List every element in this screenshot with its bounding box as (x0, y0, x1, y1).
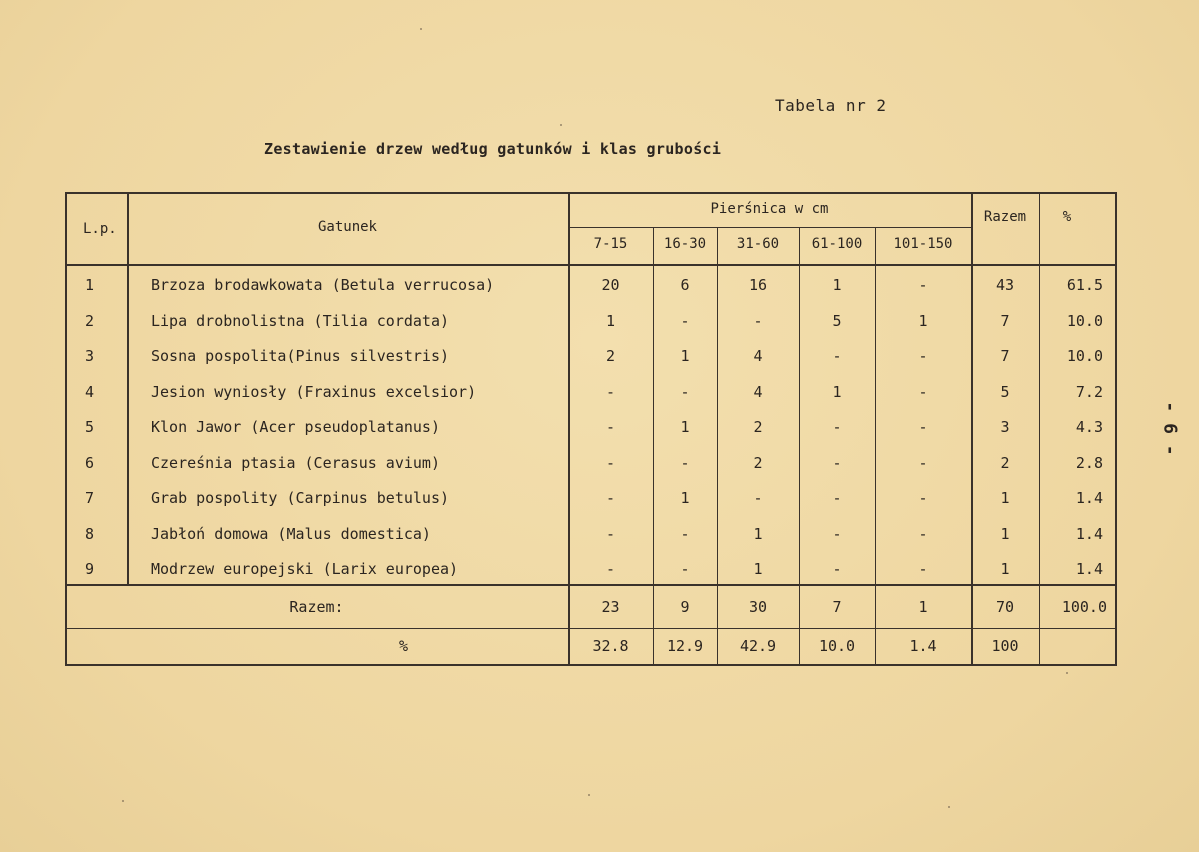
row-lp: 4 (85, 382, 95, 401)
row-lp: 7 (85, 489, 95, 507)
header-class-16-30: 16-30 (663, 236, 707, 252)
row-species: Lipa drobnolistna (Tilia cordata) (151, 311, 450, 330)
row-value: - (832, 347, 842, 365)
row-lp: 5 (85, 418, 95, 436)
row-value: 1 (832, 382, 842, 401)
row-value: - (753, 311, 763, 330)
row-value: - (680, 453, 690, 472)
row-percent: 10.0 (1066, 347, 1103, 365)
row-value: - (832, 524, 842, 543)
page-number: - 6 - (1159, 401, 1181, 456)
summary-percent-value: 10.0 (818, 636, 856, 655)
row-percent: 1.4 (1075, 489, 1103, 507)
row-value: - (832, 560, 842, 578)
row-value: - (832, 489, 842, 507)
row-lp: 2 (85, 311, 95, 330)
header-lp: L.p. (83, 221, 117, 237)
row-total: 3 (1000, 418, 1010, 436)
row-lp: 1 (85, 276, 95, 294)
summary-total-value: 7 (832, 597, 842, 616)
row-value: 1 (918, 311, 928, 330)
row-value: 1 (680, 489, 690, 507)
row-value: 1 (753, 560, 763, 578)
row-value: 6 (680, 276, 690, 294)
summary-total-value: 23 (601, 597, 620, 616)
species-table (65, 192, 1115, 672)
lp-column-rule (127, 192, 129, 584)
row-value: - (753, 489, 763, 507)
row-percent: 4.3 (1075, 418, 1103, 436)
summary-total-value: 30 (748, 597, 768, 616)
row-species: Grab pospolity (Carpinus betulus) (151, 489, 450, 507)
paper-speck (420, 28, 422, 30)
summary-percent-value: 32.8 (592, 636, 629, 655)
row-value: - (918, 382, 928, 401)
header-diameter: Pierśnica w cm (710, 201, 829, 217)
paper-speck (122, 800, 124, 802)
row-value: - (605, 489, 616, 507)
header-class-101-150: 101-150 (893, 236, 953, 252)
row-value: 5 (832, 311, 842, 330)
header-total: Razem (983, 209, 1027, 225)
row-value: - (680, 560, 690, 578)
summary-total-value: 1 (918, 597, 928, 616)
row-species: Brzoza brodawkowata (Betula verrucosa) (151, 276, 495, 294)
summary-percent-value: 12.9 (666, 636, 704, 655)
row-value: - (605, 453, 616, 472)
paper-speck (1066, 672, 1068, 674)
row-value: 20 (601, 276, 620, 294)
row-percent: 7.2 (1075, 382, 1103, 401)
row-value: - (605, 560, 616, 578)
table-top-rule (65, 192, 1115, 194)
summary-percent-value: 1.4 (909, 636, 937, 655)
row-value: - (918, 347, 928, 365)
row-total: 1 (1000, 524, 1010, 543)
row-value: - (918, 560, 928, 578)
header-class-31-60: 31-60 (736, 236, 780, 252)
summary-total-label: Razem: (289, 597, 344, 616)
row-value: - (832, 453, 842, 472)
summary-percent-value: 42.9 (739, 636, 777, 655)
row-value: 16 (748, 276, 768, 294)
row-value: - (680, 311, 690, 330)
summary-percent-total: 100 (991, 636, 1019, 655)
row-value: - (918, 418, 928, 436)
row-total: 43 (995, 276, 1015, 294)
row-value: - (605, 418, 616, 436)
row-species: Jabłoń domowa (Malus domestica) (151, 524, 431, 543)
row-value: - (918, 524, 928, 543)
row-species: Sosna pospolita(Pinus silvestris) (151, 347, 450, 365)
table-right-rule (1115, 192, 1117, 666)
row-value: 2 (753, 418, 763, 436)
summary-total-value: 9 (680, 597, 690, 616)
summary-total-percent: 100.0 (1061, 597, 1107, 616)
row-value: 1 (753, 524, 763, 543)
summary-divider-rule (65, 628, 1115, 629)
row-value: - (918, 489, 928, 507)
row-percent: 1.4 (1075, 560, 1103, 578)
row-species: Klon Jawor (Acer pseudoplatanus) (151, 418, 440, 436)
row-percent: 1.4 (1075, 524, 1103, 543)
row-percent: 61.5 (1066, 276, 1103, 294)
body-bottom-rule (65, 584, 1115, 586)
row-value: - (605, 524, 616, 543)
header-class-61-100: 61-100 (811, 236, 863, 252)
row-species: Jesion wyniosły (Fraxinus excelsior) (151, 382, 477, 401)
paper-speck (560, 124, 562, 126)
row-value: 1 (832, 276, 842, 294)
row-value: - (680, 524, 690, 543)
row-value: 1 (605, 311, 616, 330)
diameter-subheader-rule (568, 227, 971, 228)
row-total: 7 (1000, 347, 1010, 365)
page-title: Zestawienie drzew według gatunków i klas grubości (264, 140, 722, 158)
row-value: 2 (753, 453, 763, 472)
row-total: 5 (1000, 382, 1010, 401)
table-number: Tabela nr 2 (775, 96, 887, 115)
row-percent: 2.8 (1075, 453, 1103, 472)
summary-percent-label: % (398, 636, 408, 655)
header-class-7-15: 7-15 (593, 236, 628, 252)
row-percent: 10.0 (1066, 311, 1103, 330)
header-bottom-rule (65, 264, 1115, 266)
row-value: - (832, 418, 842, 436)
row-value: - (918, 276, 928, 294)
row-lp: 9 (85, 560, 95, 578)
paper-speck (588, 794, 590, 796)
row-total: 1 (1000, 560, 1010, 578)
header-percent: % (1062, 209, 1072, 225)
row-lp: 6 (85, 453, 95, 472)
row-total: 1 (1000, 489, 1010, 507)
row-value: - (605, 382, 616, 401)
row-value: - (918, 453, 928, 472)
header-species: Gatunek (317, 219, 377, 235)
row-value: 4 (753, 347, 763, 365)
row-lp: 8 (85, 524, 95, 543)
table-left-rule (65, 192, 67, 666)
row-species: Modrzew europejski (Larix europea) (151, 560, 459, 578)
row-total: 2 (1000, 453, 1010, 472)
row-value: 1 (680, 347, 690, 365)
row-value: - (680, 382, 690, 401)
row-value: 2 (605, 347, 616, 365)
table-bottom-rule (65, 664, 1115, 666)
row-lp: 3 (85, 347, 95, 365)
summary-total-total: 70 (995, 597, 1015, 616)
row-species: Czereśnia ptasia (Cerasus avium) (151, 453, 440, 472)
row-value: 1 (680, 418, 690, 436)
row-total: 7 (1000, 311, 1010, 330)
row-value: 4 (753, 382, 763, 401)
paper-speck (948, 806, 950, 808)
